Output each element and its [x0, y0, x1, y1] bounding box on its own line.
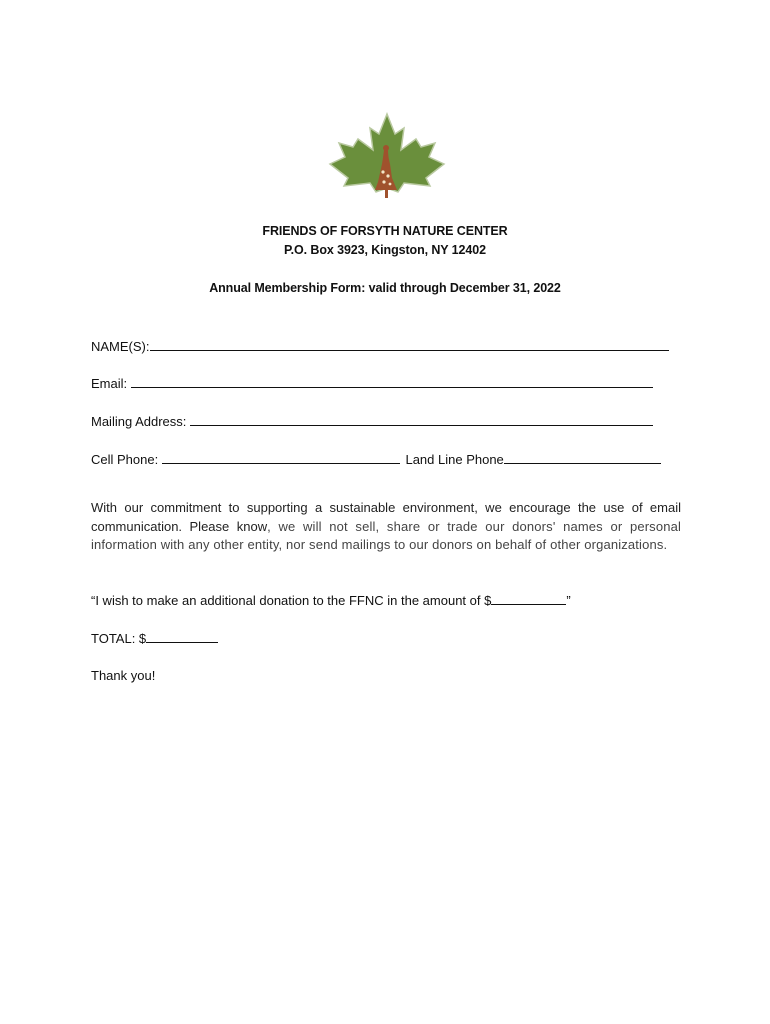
- donation-close-quote: ”: [566, 593, 571, 608]
- total-row: [91, 630, 218, 646]
- total-amount-field[interactable]: [146, 630, 218, 643]
- email-label: Email:: [91, 376, 128, 391]
- mailing-address-field[interactable]: [190, 413, 653, 426]
- donation-row: [91, 592, 571, 608]
- names-row: [91, 338, 669, 354]
- privacy-text-part1: With our commitment to supporting a sustainable environment, we encourage the use of email communication. Please know: [91, 500, 681, 534]
- cell-phone-label: Cell Phone:: [91, 452, 159, 467]
- mailing-label: Mailing Address:: [91, 414, 187, 429]
- maple-leaf-logo: [328, 112, 446, 200]
- phone-row: [91, 451, 661, 467]
- names-label: NAME(S):: [91, 339, 150, 354]
- total-label: TOTAL: $: [91, 631, 147, 646]
- email-row: [91, 375, 653, 391]
- privacy-paragraph: [91, 499, 681, 555]
- privacy-text-part2: , we will not sell, share or trade our donors' names or personal information with any other entity, nor send mailings to our donors on behalf of other organizations.: [91, 518, 682, 552]
- donation-amount-field[interactable]: [491, 592, 566, 605]
- names-field[interactable]: [150, 338, 669, 351]
- closing-text: Thank you!: [91, 668, 156, 683]
- donation-text: “I wish to make an additional donation to the FFNC in the amount of $: [91, 593, 492, 608]
- org-address: P.O. Box 3923, Kingston, NY 12402: [284, 243, 486, 257]
- landline-label: Land Line Phone: [405, 452, 504, 467]
- mailing-row: [91, 413, 653, 429]
- email-field[interactable]: [131, 375, 653, 388]
- form-title: Annual Membership Form: valid through December 31, 2022: [209, 281, 561, 295]
- cell-phone-field[interactable]: [162, 451, 400, 464]
- landline-phone-field[interactable]: [504, 451, 661, 464]
- org-name: FRIENDS OF FORSYTH NATURE CENTER: [262, 224, 508, 238]
